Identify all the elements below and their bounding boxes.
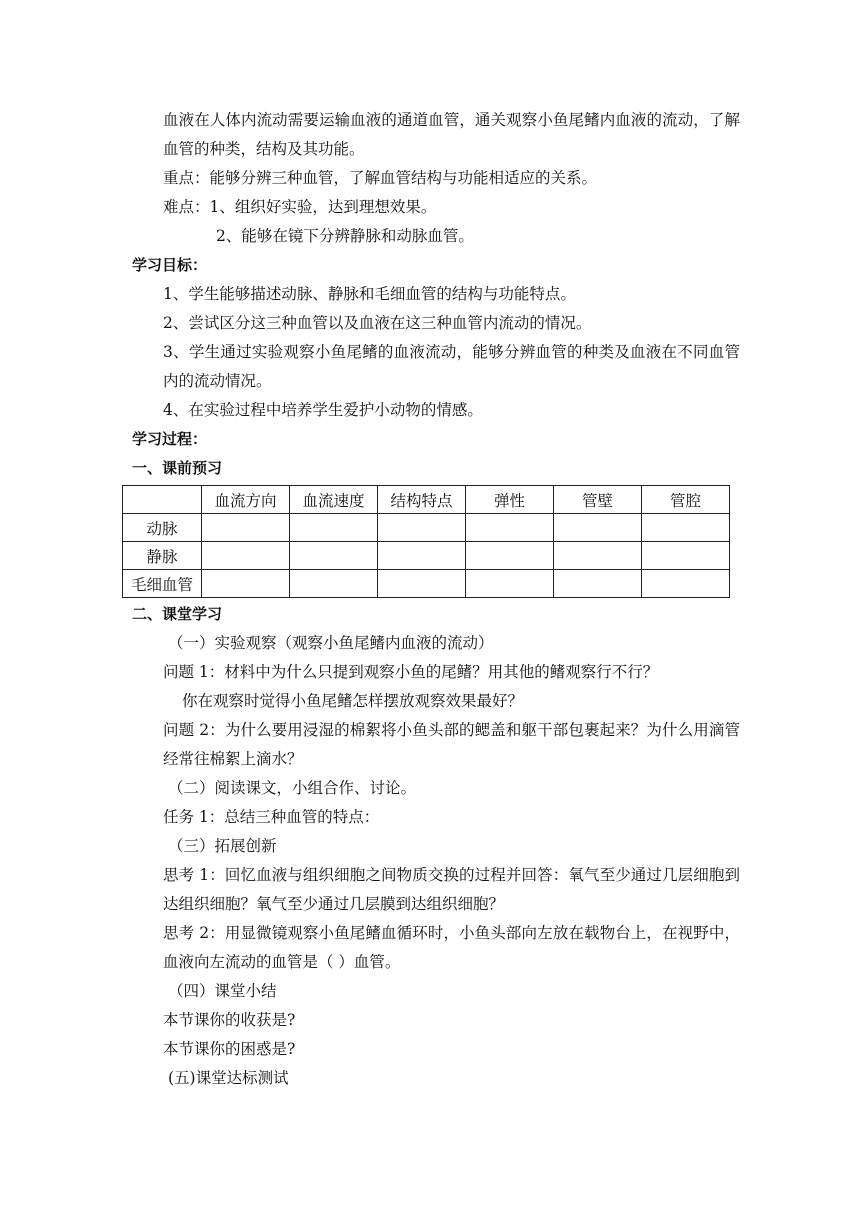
process-heading: 学习过程： [132,430,208,448]
table-cell[interactable] [290,514,378,542]
goals-heading: 学习目标： [132,256,208,274]
question-2: 问题 2：为什么要用浸湿的棉絮将小鱼头部的鳃盖和躯干部包裹起来？为什么用滴管经常往棉絮上滴水？ [163,721,740,768]
table-row-label: 静脉 [123,542,202,570]
table-cell[interactable] [466,570,554,598]
subsection-experiment: （一）实验观察（观察小鱼尾鳍内血液的流动） [168,634,494,652]
table-row-label: 动脉 [123,514,202,542]
table-cell[interactable] [466,514,554,542]
subsection-test: (五)课堂达标测试 [168,1069,289,1087]
summary-confusion: 本节课你的困惑是? [163,1040,296,1058]
table-cell[interactable] [202,514,290,542]
table-cell[interactable] [642,514,730,542]
task-1: 任务 1：总结三种血管的特点： [163,808,380,826]
table-header-row [123,486,730,514]
document-content [132,106,740,1093]
table-header-cell: 弹性 [466,486,554,514]
table-cell[interactable] [290,570,378,598]
table-header-cell: 血流方向 [202,486,290,514]
goal-item-1: 1、学生能够描述动脉、静脉和毛细血管的结构与功能特点。 [163,285,576,303]
table-header-cell: 结构特点 [378,486,466,514]
section-classroom-heading: 二、课堂学习 [132,605,223,623]
summary-gain: 本节课你的收获是? [163,1011,296,1029]
subsection-summary: （四）课堂小结 [168,982,277,1000]
table-cell[interactable] [202,542,290,570]
intro-paragraph: 血液在人体内流动需要运输血液的通道血管，通关观察小鱼尾鳍内血液的流动，了解血管的种类，结构及其功能。 [163,111,740,158]
focus-point: 重点：能够分辨三种血管，了解血管结构与功能相适应的关系。 [163,169,598,187]
section-preview-heading: 一、课前预习 [132,459,223,477]
table-cell[interactable] [554,570,642,598]
question-1: 问题 1：材料中为什么只提到观察小鱼的尾鳍？用其他的鳍观察行不行？ [163,663,659,681]
table-row [123,514,730,542]
table-cell[interactable] [378,570,466,598]
table-header-cell: 血流速度 [290,486,378,514]
think-2: 思考 2：用显微镜观察小鱼尾鳍血循环时，小鱼头部向左放在载物台上，在视野中，血液向左流动的血管是（ ）血管。 [163,924,740,971]
difficulty-point-2: 2、能够在镜下分辨静脉和动脉血管。 [216,227,474,245]
table-row [123,542,730,570]
table-row [123,570,730,598]
subsection-reading: （二）阅读课文，小组合作、讨论。 [168,779,417,797]
table-cell[interactable] [378,542,466,570]
table-cell[interactable] [290,542,378,570]
goal-item-3: 3、学生通过实验观察小鱼尾鳍的血液流动，能够分辨血管的种类及血液在不同血管内的流动情况。 [163,343,740,390]
think-1: 思考 1：回忆血液与组织细胞之间物质交换的过程并回答：氧气至少通过几层细胞到达组织细胞？氧气至少通过几层膜到达组织细胞？ [163,866,740,913]
table-cell[interactable] [202,570,290,598]
table-cell[interactable] [554,542,642,570]
table-cell[interactable] [378,514,466,542]
table-cell[interactable] [642,542,730,570]
table-cell[interactable] [466,542,554,570]
table-cell[interactable] [642,570,730,598]
preview-table [122,485,730,598]
subsection-extension: （三）拓展创新 [168,837,277,855]
question-1-followup: 你在观察时觉得小鱼尾鳍怎样摆放观察效果最好？ [182,692,524,710]
table-cell[interactable] [554,514,642,542]
table-header-cell: 管腔 [642,486,730,514]
goal-item-4: 4、在实验过程中培养学生爱护小动物的情感。 [163,401,483,419]
goal-item-2: 2、尝试区分这三种血管以及血液在这三种血管内流动的情况。 [163,314,592,332]
table-header-cell [123,486,202,514]
difficulty-point-1: 难点：1、组织好实验，达到理想效果。 [163,198,437,216]
table-header-cell: 管壁 [554,486,642,514]
table-row-label: 毛细血管 [123,570,202,598]
